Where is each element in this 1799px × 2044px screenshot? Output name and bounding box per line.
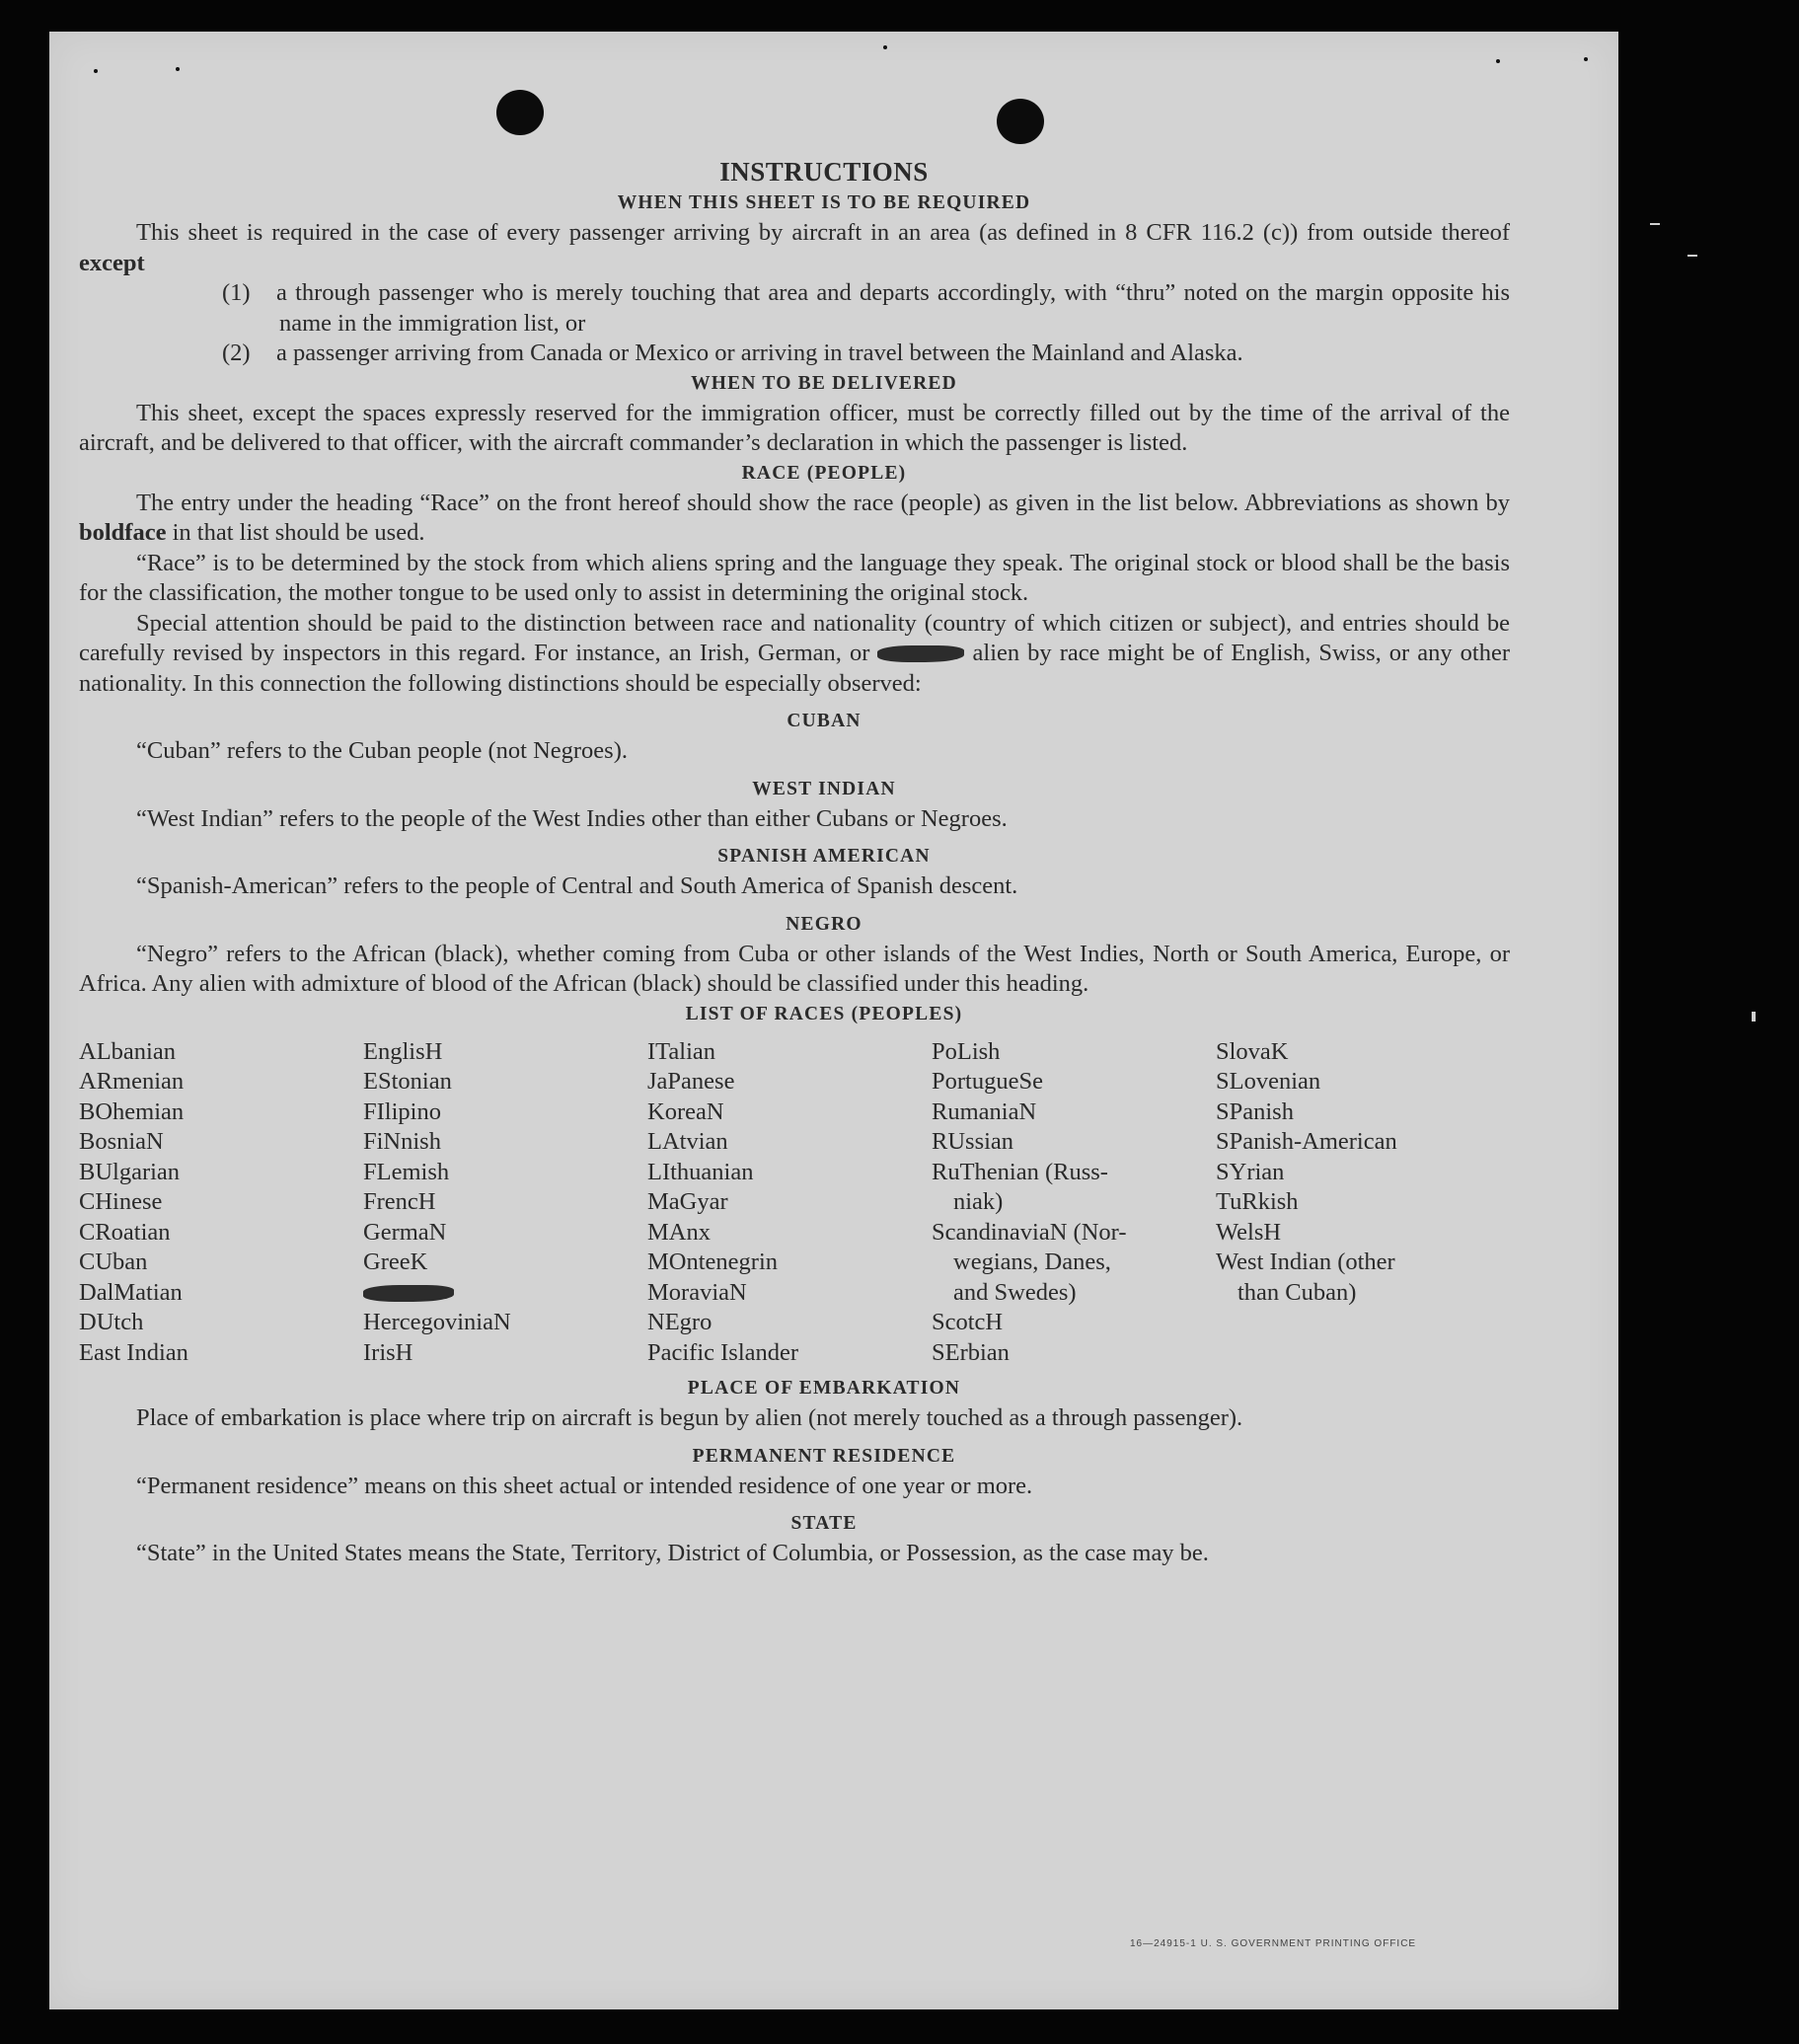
race-entry: GermaN bbox=[363, 1218, 447, 1246]
redaction-mark bbox=[363, 1285, 454, 1302]
race-entry: HercegoviniaN bbox=[363, 1309, 511, 1335]
race-entry: FiNnish bbox=[363, 1128, 441, 1155]
race-entry: SlovaK bbox=[1216, 1037, 1289, 1065]
race-entry: RumaniaN bbox=[932, 1098, 1037, 1125]
embarkation-text: Place of embarkation is place where trip on aircraft is begun by alien (not merely touched as a through passenger). bbox=[136, 1404, 1243, 1431]
punch-hole-left bbox=[496, 90, 544, 135]
race-paragraph-2: “Race” is to be determined by the stock from which aliens spring and the language they speak. The original stock or blood shall be the basis for the classification, the mother tongue to be used only to assist in determining the original stock. bbox=[79, 549, 1510, 606]
race-entry: MOntenegrin bbox=[647, 1249, 778, 1275]
race-entry: CUban bbox=[79, 1249, 148, 1275]
race-column-4 bbox=[932, 1037, 1216, 1369]
heading-west-indian: WEST INDIAN bbox=[752, 778, 896, 799]
race-entry: MAnx bbox=[647, 1218, 711, 1246]
race-entry: SYrian bbox=[1216, 1158, 1285, 1185]
race-entry: ARmenian bbox=[79, 1068, 185, 1095]
race-entry: RUssian bbox=[932, 1128, 1014, 1155]
race-paragraph-3: Special attention should be paid to the distinction between race and nationality (country of which citizen or subject), and entries should be carefully revised by inspectors in this regard. For instance, an Irish, German, or alien by race might be of English, Swiss, or any other nationality. In this connection the following distinctions should be especially observed: bbox=[79, 609, 1511, 697]
race-entry-redacted bbox=[363, 1278, 647, 1309]
race-entry: LIthuanian bbox=[647, 1158, 754, 1185]
race-entry: BUlgarian bbox=[79, 1158, 181, 1185]
heading-when-required: WHEN THIS SHEET IS TO BE REQUIRED bbox=[617, 192, 1031, 213]
printing-office-code: 16—24915-1 U. S. GOVERNMENT PRINTING OFFICE bbox=[1130, 1938, 1417, 1949]
race-entry: SLovenian bbox=[1216, 1068, 1321, 1095]
race-entry: DalMatian bbox=[79, 1278, 183, 1306]
race-entry: BOhemian bbox=[79, 1098, 185, 1125]
race-column-3 bbox=[647, 1037, 932, 1369]
race-entry: RuThenian (Russ- bbox=[932, 1158, 1108, 1185]
exception-item-2: (2) a passenger arriving from Canada or Mexico or arriving in travel between the Mainland and Alaska. bbox=[222, 340, 1243, 366]
race-column-1 bbox=[79, 1037, 363, 1369]
punch-hole-right bbox=[997, 99, 1044, 144]
race-entry: EnglisH bbox=[363, 1037, 443, 1065]
race-entry: JaPanese bbox=[647, 1068, 735, 1095]
heading-cuban: CUBAN bbox=[787, 711, 862, 731]
race-entry: and Swedes) bbox=[953, 1278, 1077, 1306]
race-entry: FIlipino bbox=[363, 1098, 441, 1125]
race-entry: FrencH bbox=[363, 1188, 436, 1215]
race-entry: BosniaN bbox=[79, 1128, 164, 1155]
race-entry: GreeK bbox=[363, 1249, 428, 1275]
speck bbox=[94, 69, 98, 73]
race-entry: DUtch bbox=[79, 1309, 144, 1335]
race-entry: East Indian bbox=[79, 1338, 188, 1366]
speck bbox=[883, 45, 887, 49]
race-entry: ALbanian bbox=[79, 1037, 176, 1065]
scan-mark bbox=[1650, 223, 1660, 225]
race-entry: CRoatian bbox=[79, 1218, 171, 1246]
race-entry: ScandinaviaN (Nor- bbox=[932, 1218, 1127, 1246]
race-entry: KoreaN bbox=[647, 1098, 724, 1125]
race-entry: PoLish bbox=[932, 1037, 1001, 1065]
race-entry: SPanish-American bbox=[1216, 1128, 1397, 1155]
speck bbox=[1584, 57, 1588, 61]
scan-mark bbox=[1687, 255, 1697, 257]
instructions-body bbox=[79, 155, 1510, 1569]
race-entry: CHinese bbox=[79, 1188, 163, 1215]
race-entry: SErbian bbox=[932, 1338, 1010, 1366]
heading-when-delivered: WHEN TO BE DELIVERED bbox=[691, 372, 957, 394]
heading-negro: NEGRO bbox=[786, 913, 862, 935]
race-entry: PortugueSe bbox=[932, 1068, 1043, 1095]
residence-text: “Permanent residence” means on this sheet actual or intended residence of one year or more. bbox=[136, 1472, 1033, 1499]
heading-permanent-residence: PERMANENT RESIDENCE bbox=[692, 1445, 956, 1467]
race-entry: NEgro bbox=[647, 1309, 712, 1335]
heading-state: STATE bbox=[790, 1513, 858, 1534]
race-entry: MoraviaN bbox=[647, 1278, 747, 1306]
race-paragraph-1: The entry under the heading “Race” on the front hereof should show the race (people) as given in the list below. Abbreviations as shown by boldface in that list should be used. bbox=[79, 489, 1510, 546]
race-entry: West Indian (other bbox=[1216, 1249, 1395, 1275]
race-entry: wegians, Danes, bbox=[953, 1249, 1111, 1275]
race-entry: ScotcH bbox=[932, 1309, 1004, 1335]
spanish-american-text: “Spanish-American” refers to the people of Central and South America of Spanish descent. bbox=[136, 872, 1018, 899]
race-column-5 bbox=[1216, 1037, 1500, 1369]
race-entry: LAtvian bbox=[647, 1128, 728, 1155]
redaction-mark bbox=[877, 645, 964, 662]
race-entry: FLemish bbox=[363, 1158, 450, 1185]
heading-place-of-embarkation: PLACE OF EMBARKATION bbox=[687, 1378, 961, 1399]
race-entry: WelsH bbox=[1216, 1218, 1282, 1246]
race-entry: EStonian bbox=[363, 1068, 452, 1095]
west-indian-text: “West Indian” refers to the people of the West Indies other than either Cubans or Negroes. bbox=[136, 804, 1008, 832]
race-entry: ITalian bbox=[647, 1037, 716, 1065]
speck bbox=[1496, 59, 1500, 63]
page-title: INSTRUCTIONS bbox=[719, 157, 929, 187]
exception-item-1: (1) a through passenger who is merely touching that area and departs accordingly, with “thru” noted on the margin opposite his name in the immigration list, or bbox=[222, 279, 1510, 337]
speck bbox=[176, 67, 180, 71]
race-entry: TuRkish bbox=[1216, 1188, 1299, 1215]
race-entry: than Cuban) bbox=[1237, 1278, 1357, 1306]
document-sheet bbox=[49, 32, 1618, 2009]
negro-text: “Negro” refers to the African (black), whether coming from Cuba or other islands of the West Indies, North or South America, Europe, or Africa. Any alien with admixture of blood of the African (black) should be classified under this heading. bbox=[79, 940, 1510, 997]
race-entry: IrisH bbox=[363, 1338, 413, 1366]
heading-spanish-american: SPANISH AMERICAN bbox=[717, 846, 931, 867]
race-entry: MaGyar bbox=[647, 1188, 728, 1215]
cuban-text: “Cuban” refers to the Cuban people (not Negroes). bbox=[136, 737, 628, 764]
scan-mark bbox=[1752, 1012, 1756, 1022]
race-entry: Pacific Islander bbox=[647, 1338, 799, 1366]
when-required-intro: This sheet is required in the case of every passenger arriving by aircraft in an area (as defined in 8 CFR 116.2 (c)) from outside thereof except bbox=[79, 219, 1510, 276]
heading-race: RACE (PEOPLE) bbox=[741, 462, 907, 484]
race-entry: SPanish bbox=[1216, 1098, 1294, 1125]
heading-list-of-races: LIST OF RACES (PEOPLES) bbox=[685, 1003, 963, 1024]
race-list bbox=[79, 1037, 1510, 1369]
state-text: “State” in the United States means the State, Territory, District of Columbia, or Possession, as the case may be. bbox=[136, 1540, 1209, 1566]
race-column-2 bbox=[363, 1037, 647, 1369]
race-entry: niak) bbox=[953, 1188, 1004, 1215]
when-delivered-text: This sheet, except the spaces expressly reserved for the immigration officer, must be correctly filled out by the time of the arrival of the aircraft, and be delivered to that officer, with the aircraft commander’s declaration in which the passenger is listed. bbox=[79, 399, 1510, 456]
